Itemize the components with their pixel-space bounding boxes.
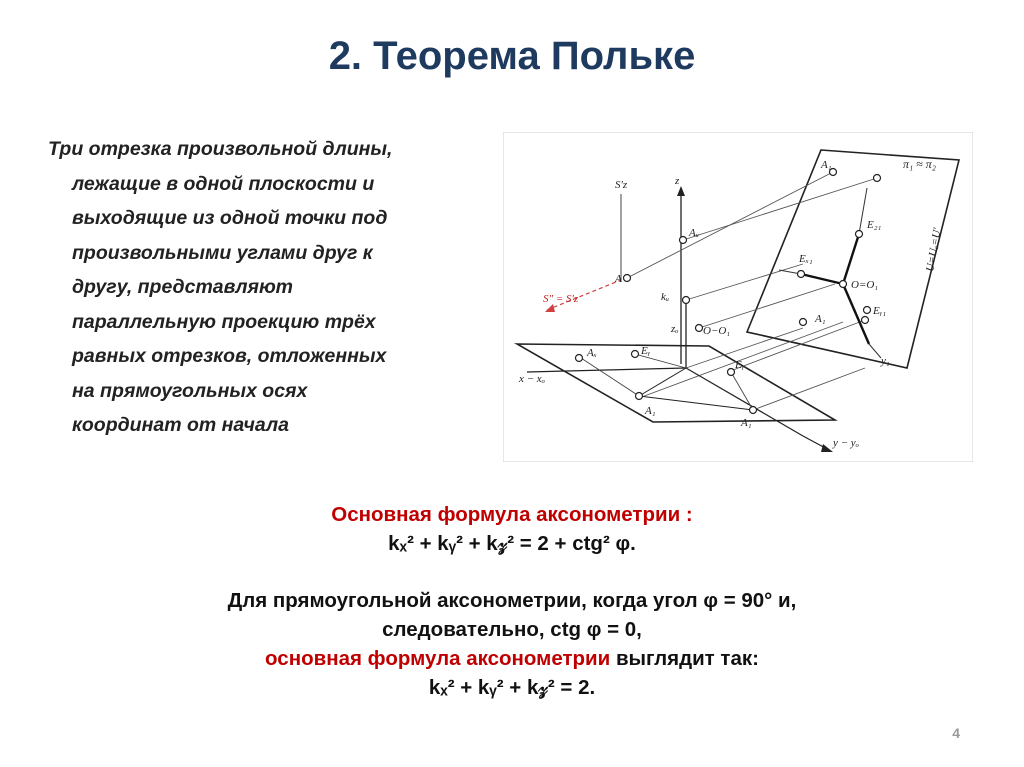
- rectangular-formula: kₓ² + kᵧ² + k𝓏² = 2.: [428, 676, 596, 699]
- label-ar: A₁: [815, 313, 826, 325]
- page-number: 4: [952, 725, 960, 741]
- label-u: U=Uₒ=U′: [924, 226, 944, 273]
- label-zo: zₒ: [671, 323, 679, 335]
- label-a-mid: A: [615, 273, 622, 285]
- statement-line: параллельную проекцию трёх: [72, 310, 376, 333]
- label-e-top: E₂₁: [867, 219, 882, 231]
- label-a-br: A₁: [741, 417, 752, 429]
- label-y: y − yₒ: [833, 437, 859, 449]
- label-ax: Aₓ: [587, 347, 597, 359]
- label-eb: Eᵧ: [641, 345, 651, 357]
- label-a-top: A₁: [821, 159, 832, 171]
- label-o1: O−O₁: [703, 325, 731, 337]
- statement-line: равных отрезков, отложенных: [72, 345, 387, 367]
- main-formula: kₓ² + kᵧ² + k𝓏² = 2 + ctg² φ.: [388, 532, 636, 555]
- statement-line: другу, представляют: [72, 276, 293, 298]
- label-sz: S′z: [615, 179, 628, 191]
- statement-line: координат от начала: [72, 414, 289, 436]
- formulas-block: [0, 500, 1024, 702]
- polke-diagram: [503, 132, 973, 462]
- label-kz: kᵤ: [661, 291, 670, 303]
- label-ex: Eₓ₁: [799, 253, 813, 265]
- main-formula-heading: Основная формула аксонометрии :: [331, 503, 693, 526]
- label-a-bl: A₁: [645, 405, 656, 417]
- slide-title: 2. Теорема Польке: [328, 34, 696, 78]
- statement-line: произвольными углами друг к: [72, 241, 373, 264]
- rectangular-condition: Для прямоугольной аксонометрии, когда угол φ = 90° и,: [227, 589, 797, 612]
- label-ey2: Eᵧ: [735, 359, 745, 371]
- statement-line: Три отрезка произвольной длины,: [48, 138, 393, 160]
- label-az: Aᵤ: [689, 227, 699, 239]
- label-oo: O=O₁: [851, 279, 879, 291]
- statement-line: выходящие из одной точки под: [72, 207, 388, 229]
- label-ey: Eᵧ₁: [873, 305, 887, 317]
- label-yp: y₁: [881, 355, 890, 367]
- formula-intro-rest: выглядит так:: [610, 647, 759, 670]
- diagram-svg: [503, 132, 973, 462]
- statement-line: лежащие в одной плоскости и: [72, 172, 375, 195]
- theorem-statement: [48, 132, 468, 443]
- rectangular-formula-intro: [0, 644, 1024, 673]
- rectangular-consequence: следовательно, ctg φ = 0,: [382, 618, 642, 641]
- label-pi: π₁ ≈ π₂: [903, 157, 936, 171]
- label-z: z: [675, 175, 680, 187]
- formula-term-red: основная формула аксонометрии: [265, 647, 611, 670]
- label-x: x − xₒ: [519, 373, 545, 385]
- label-s: S″ = S′z: [543, 293, 579, 305]
- statement-line: на прямоугольных осях: [72, 379, 308, 402]
